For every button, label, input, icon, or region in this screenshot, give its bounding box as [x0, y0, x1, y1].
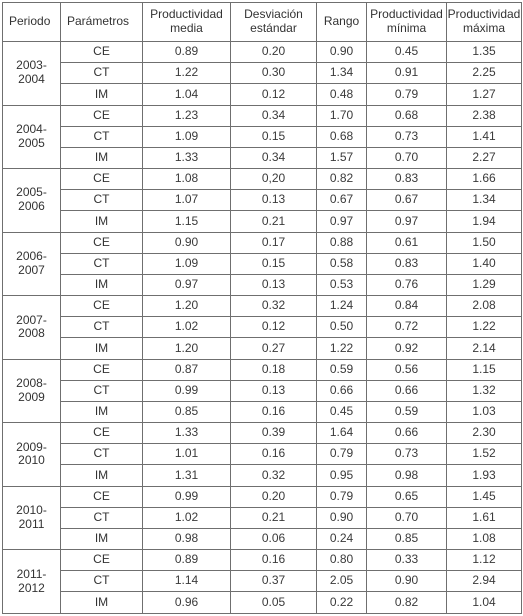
media-cell: 1.33 [143, 423, 231, 444]
rango-cell: 0.95 [317, 465, 367, 486]
header-rango: Rango [317, 3, 367, 42]
parameter-cell: IM [61, 465, 143, 486]
minima-cell: 0.83 [367, 169, 447, 190]
header-productividad-minima-line-2: mínima [386, 21, 427, 35]
table-row [3, 592, 522, 614]
media-cell: 0.97 [143, 274, 231, 295]
header-periodo: Periodo [3, 3, 61, 42]
maxima-cell: 1.29 [447, 274, 522, 295]
maxima-cell: 1.34 [447, 190, 522, 211]
maxima-cell: 1.12 [447, 550, 522, 571]
media-cell: 1.20 [143, 296, 231, 317]
table-row [3, 211, 522, 232]
parameter-cell: CE [61, 232, 143, 253]
parameter-cell: IM [61, 338, 143, 359]
media-cell: 0.89 [143, 550, 231, 571]
media-cell: 1.14 [143, 571, 231, 592]
table-row [3, 444, 522, 465]
maxima-cell: 1.32 [447, 380, 522, 401]
period-label-line: 2008- [16, 376, 47, 391]
table-row [3, 84, 522, 105]
rango-cell: 0.66 [317, 380, 367, 401]
rango-cell: 1.24 [317, 296, 367, 317]
period-cell [3, 359, 61, 423]
rango-cell: 0.88 [317, 232, 367, 253]
desviacion-cell: 0.06 [231, 528, 317, 549]
table-row [3, 147, 522, 168]
parameter-cell: CE [61, 359, 143, 380]
header-productividad-maxima-line-1: Productividad [447, 7, 521, 22]
maxima-cell: 1.66 [447, 169, 522, 190]
parameter-cell: CE [61, 423, 143, 444]
table-row [3, 338, 522, 359]
rango-cell: 0.82 [317, 169, 367, 190]
maxima-cell: 1.52 [447, 444, 522, 465]
maxima-cell: 1.40 [447, 253, 522, 274]
maxima-cell: 1.27 [447, 84, 522, 105]
parameter-cell: CE [61, 105, 143, 126]
rango-cell: 0.90 [317, 507, 367, 528]
media-cell: 0.90 [143, 232, 231, 253]
minima-cell: 0.65 [367, 486, 447, 507]
period-label-line: 2011 [18, 516, 45, 531]
media-cell: 1.01 [143, 444, 231, 465]
media-cell: 1.23 [143, 105, 231, 126]
header-row [3, 3, 522, 42]
rango-cell: 1.64 [317, 423, 367, 444]
media-cell: 1.07 [143, 190, 231, 211]
parameter-cell: CE [61, 486, 143, 507]
period-label-line: 2006 [18, 199, 45, 214]
desviacion-cell: 0.15 [231, 126, 317, 147]
table-body [3, 42, 522, 614]
media-cell: 1.04 [143, 84, 231, 105]
media-cell: 1.09 [143, 126, 231, 147]
media-cell: 0.99 [143, 380, 231, 401]
rango-cell: 0.50 [317, 317, 367, 338]
minima-cell: 0.82 [367, 592, 447, 614]
desviacion-cell: 0.27 [231, 338, 317, 359]
table-row [3, 423, 522, 444]
desviacion-cell: 0.16 [231, 444, 317, 465]
table-row [3, 317, 522, 338]
media-cell: 1.09 [143, 253, 231, 274]
maxima-cell: 2.27 [447, 147, 522, 168]
parameter-cell: CE [61, 169, 143, 190]
minima-cell: 0.84 [367, 296, 447, 317]
period-label-line: 2007- [16, 312, 47, 327]
parameter-cell: CE [61, 550, 143, 571]
parameter-cell: IM [61, 84, 143, 105]
desviacion-cell: 0.12 [231, 317, 317, 338]
table-row [3, 359, 522, 380]
period-label-line: 2005 [18, 135, 45, 150]
minima-cell: 0.83 [367, 253, 447, 274]
minima-cell: 0.73 [367, 444, 447, 465]
parameter-cell: IM [61, 147, 143, 168]
period-label-line: 2004- [16, 121, 47, 136]
minima-cell: 0.92 [367, 338, 447, 359]
table-row [3, 507, 522, 528]
period-label-line: 2004 [18, 72, 45, 87]
desviacion-cell: 0.13 [231, 380, 317, 401]
minima-cell: 0.67 [367, 190, 447, 211]
maxima-cell: 2.94 [447, 571, 522, 592]
minima-cell: 0.76 [367, 274, 447, 295]
minima-cell: 0.70 [367, 147, 447, 168]
desviacion-cell: 0.21 [231, 507, 317, 528]
minima-cell: 0.72 [367, 317, 447, 338]
parameter-cell: CT [61, 253, 143, 274]
maxima-cell: 1.50 [447, 232, 522, 253]
desviacion-cell: 0.16 [231, 401, 317, 422]
parameter-cell: IM [61, 274, 143, 295]
minima-cell: 0.98 [367, 465, 447, 486]
maxima-cell: 1.41 [447, 126, 522, 147]
rango-cell: 2.05 [317, 571, 367, 592]
period-label-line: 2007 [18, 262, 45, 277]
rango-cell: 0.80 [317, 550, 367, 571]
minima-cell: 0.66 [367, 423, 447, 444]
media-cell: 1.20 [143, 338, 231, 359]
maxima-cell: 1.61 [447, 507, 522, 528]
media-cell: 0.85 [143, 401, 231, 422]
minima-cell: 0.85 [367, 528, 447, 549]
table-row [3, 63, 522, 84]
productivity-table [2, 2, 522, 614]
maxima-cell: 1.22 [447, 317, 522, 338]
period-label-line: 2005- [16, 185, 47, 200]
table-row [3, 42, 522, 63]
rango-cell: 0.45 [317, 401, 367, 422]
rango-cell: 0.68 [317, 126, 367, 147]
parameter-cell: CT [61, 190, 143, 211]
maxima-cell: 1.35 [447, 42, 522, 63]
media-cell: 1.31 [143, 465, 231, 486]
media-cell: 0.98 [143, 528, 231, 549]
header-productividad-minima-line-1: Productividad [370, 7, 443, 22]
parameter-cell: IM [61, 401, 143, 422]
parameter-cell: CT [61, 444, 143, 465]
parameter-cell: CT [61, 571, 143, 592]
media-cell: 0.87 [143, 359, 231, 380]
header-productividad-media-line-1: Productividad [150, 7, 223, 22]
minima-cell: 0.61 [367, 232, 447, 253]
desviacion-cell: 0.34 [231, 147, 317, 168]
desviacion-cell: 0,20 [231, 169, 317, 190]
period-label-line: 2011- [16, 566, 47, 581]
parameter-cell: CT [61, 380, 143, 401]
desviacion-cell: 0.20 [231, 42, 317, 63]
desviacion-cell: 0.32 [231, 296, 317, 317]
rango-cell: 0.90 [317, 42, 367, 63]
minima-cell: 0.91 [367, 63, 447, 84]
parameter-cell: CE [61, 296, 143, 317]
rango-cell: 0.59 [317, 359, 367, 380]
period-label-line: 2008 [18, 326, 45, 341]
table-row [3, 253, 522, 274]
maxima-cell: 1.93 [447, 465, 522, 486]
table-row [3, 571, 522, 592]
minima-cell: 0.73 [367, 126, 447, 147]
media-cell: 0.96 [143, 592, 231, 614]
parameter-cell: CT [61, 507, 143, 528]
maxima-cell: 1.04 [447, 592, 522, 614]
desviacion-cell: 0.13 [231, 274, 317, 295]
rango-cell: 1.70 [317, 105, 367, 126]
parameter-cell: CE [61, 42, 143, 63]
rango-cell: 0.79 [317, 486, 367, 507]
parameter-cell: IM [61, 528, 143, 549]
desviacion-cell: 0.16 [231, 550, 317, 571]
maxima-cell: 1.08 [447, 528, 522, 549]
rango-cell: 0.67 [317, 190, 367, 211]
desviacion-cell: 0.15 [231, 253, 317, 274]
period-label-line: 2009- [16, 439, 47, 454]
desviacion-cell: 0.12 [231, 84, 317, 105]
table-row [3, 190, 522, 211]
parameter-cell: CT [61, 126, 143, 147]
period-cell [3, 105, 61, 169]
desviacion-cell: 0.39 [231, 423, 317, 444]
minima-cell: 0.45 [367, 42, 447, 63]
rango-cell: 0.24 [317, 528, 367, 549]
minima-cell: 0.59 [367, 401, 447, 422]
rango-cell: 0.97 [317, 211, 367, 232]
header-desviacion-estandar-line-1: Desviación [244, 7, 303, 22]
desviacion-cell: 0.17 [231, 232, 317, 253]
maxima-cell: 1.45 [447, 486, 522, 507]
rango-cell: 0.48 [317, 84, 367, 105]
table-row [3, 550, 522, 571]
rango-cell: 0.53 [317, 274, 367, 295]
desviacion-cell: 0.21 [231, 211, 317, 232]
desviacion-cell: 0.32 [231, 465, 317, 486]
desviacion-cell: 0.34 [231, 105, 317, 126]
desviacion-cell: 0.37 [231, 571, 317, 592]
desviacion-cell: 0.13 [231, 190, 317, 211]
minima-cell: 0.66 [367, 380, 447, 401]
table-row [3, 486, 522, 507]
period-cell [3, 296, 61, 360]
maxima-cell: 2.08 [447, 296, 522, 317]
minima-cell: 0.79 [367, 84, 447, 105]
parameter-cell: IM [61, 211, 143, 232]
period-cell [3, 169, 61, 233]
table-row [3, 528, 522, 549]
minima-cell: 0.33 [367, 550, 447, 571]
minima-cell: 0.68 [367, 105, 447, 126]
rango-cell: 1.57 [317, 147, 367, 168]
period-label-line: 2010 [18, 453, 45, 468]
desviacion-cell: 0.20 [231, 486, 317, 507]
media-cell: 1.08 [143, 169, 231, 190]
table-row [3, 401, 522, 422]
period-label-line: 2006- [16, 249, 47, 263]
header-parametros: Parámetros [61, 3, 143, 42]
table-row [3, 232, 522, 253]
period-label-line: 2010- [16, 503, 47, 518]
media-cell: 1.22 [143, 63, 231, 84]
table-row [3, 126, 522, 147]
media-cell: 0.99 [143, 486, 231, 507]
minima-cell: 0.97 [367, 211, 447, 232]
period-label-line: 2012 [18, 580, 45, 595]
parameter-cell: CT [61, 317, 143, 338]
media-cell: 0.89 [143, 42, 231, 63]
desviacion-cell: 0.18 [231, 359, 317, 380]
rango-cell: 0.22 [317, 592, 367, 614]
parameter-cell: CT [61, 63, 143, 84]
header-desviacion-estandar [231, 3, 317, 42]
header-productividad-minima [367, 3, 447, 42]
period-cell [3, 486, 61, 550]
table-row [3, 105, 522, 126]
rango-cell: 0.58 [317, 253, 367, 274]
maxima-cell: 2.14 [447, 338, 522, 359]
media-cell: 1.02 [143, 507, 231, 528]
table-row [3, 169, 522, 190]
table-row [3, 465, 522, 486]
media-cell: 1.15 [143, 211, 231, 232]
period-cell [3, 42, 61, 106]
period-cell [3, 550, 61, 614]
maxima-cell: 2.30 [447, 423, 522, 444]
maxima-cell: 1.15 [447, 359, 522, 380]
rango-cell: 1.34 [317, 63, 367, 84]
minima-cell: 0.70 [367, 507, 447, 528]
rango-cell: 1.22 [317, 338, 367, 359]
rango-cell: 0.79 [317, 444, 367, 465]
desviacion-cell: 0.05 [231, 592, 317, 614]
parameter-cell: IM [61, 592, 143, 614]
desviacion-cell: 0.30 [231, 63, 317, 84]
table-row [3, 296, 522, 317]
media-cell: 1.33 [143, 147, 231, 168]
minima-cell: 0.56 [367, 359, 447, 380]
media-cell: 1.02 [143, 317, 231, 338]
period-label-line: 2003- [16, 58, 47, 73]
period-label-line: 2009 [18, 389, 45, 404]
maxima-cell: 2.38 [447, 105, 522, 126]
maxima-cell: 2.25 [447, 63, 522, 84]
maxima-cell: 1.94 [447, 211, 522, 232]
period-cell [3, 232, 61, 296]
minima-cell: 0.90 [367, 571, 447, 592]
maxima-cell: 1.03 [447, 401, 522, 422]
header-productividad-maxima [447, 3, 522, 42]
table-row [3, 380, 522, 401]
header-productividad-media-line-2: media [170, 21, 203, 35]
period-cell [3, 423, 61, 487]
header-desviacion-estandar-line-2: estándar [250, 21, 297, 35]
header-productividad-media [143, 3, 231, 42]
header-productividad-maxima-line-2: máxima [462, 21, 505, 35]
table-row [3, 274, 522, 295]
